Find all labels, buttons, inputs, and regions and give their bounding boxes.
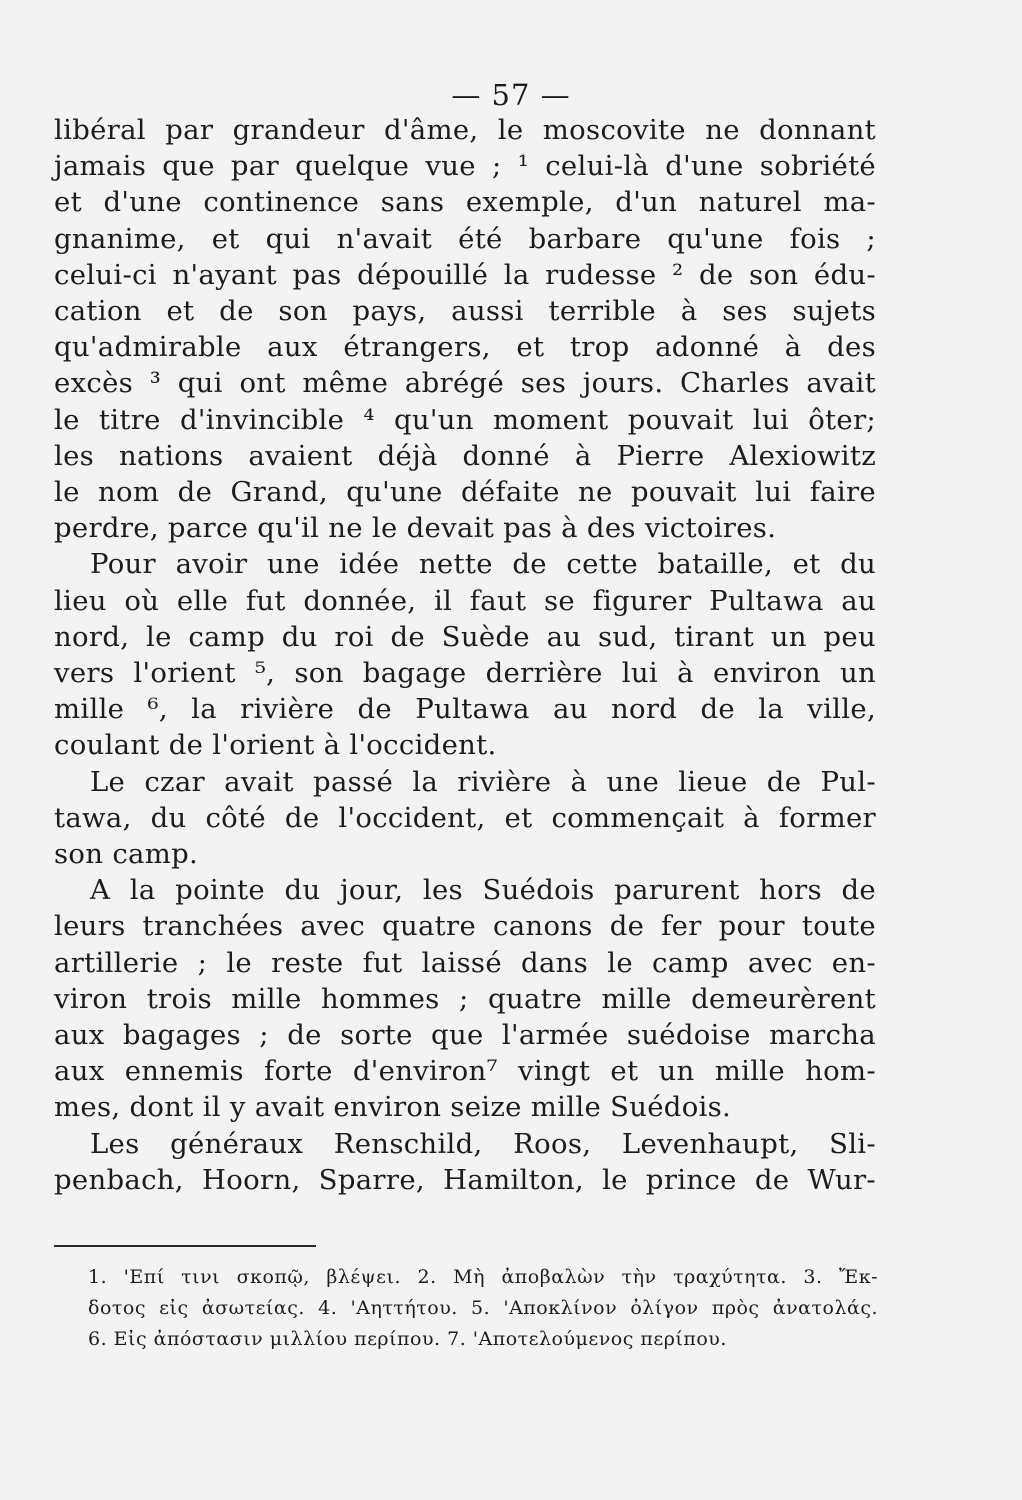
text-line: artillerie ; le reste fut laissé dans le camp avec en-	[54, 946, 876, 979]
footnote-divider	[54, 1245, 316, 1247]
text-line: les nations avaient déjà donné à Pierre Alexiowitz	[54, 439, 876, 472]
text-line: Pour avoir une idée nette de cette bataille, et du	[90, 548, 876, 581]
page-number: — 57 —	[451, 78, 571, 112]
text-line: nord, le camp du roi de Suède au sud, tirant un peu	[54, 620, 876, 653]
text-line: celui-ci n'ayant pas dépouillé la rudesse ² de son édu-	[54, 258, 876, 291]
text-line: aux bagages ; de sorte que l'armée suédoise marcha	[54, 1019, 876, 1052]
text-line: mille ⁶, la rivière de Pultawa au nord de la ville,	[54, 693, 876, 726]
text-line: vers l'orient ⁵, son bagage derrière lui à environ un	[54, 657, 876, 690]
text-line: coulant de l'orient à l'occident.	[54, 729, 497, 762]
text-line: Les généraux Renschild, Roos, Levenhaupt, Sli-	[90, 1127, 876, 1160]
text-line: aux ennemis forte d'environ⁷ vingt et un mille hom-	[54, 1055, 876, 1088]
text-line: viron trois mille hommes ; quatre mille demeurèrent	[54, 982, 876, 1015]
text-line: mes, dont il y avait environ seize mille Suédois.	[54, 1091, 732, 1124]
text-line: son camp.	[54, 838, 199, 871]
footnote-line: δοτος εἰς ἀσωτείας. 4. 'Αηττήτου. 5. 'Αποκλίνον ὀλίγον πρὸς ἀνατολάς.	[88, 1297, 878, 1319]
text-line: jamais que par quelque vue ; ¹ celui-là d'une sobriété	[54, 150, 876, 183]
footnotes	[88, 1262, 878, 1355]
text-line: tawa, du côté de l'occident, et commençait à former	[54, 801, 876, 834]
footnote-line: 6. Εἰς ἀπόστασιν μιλλίου περίπου. 7. 'Αποτελούμενος περίπου.	[88, 1328, 727, 1350]
text-line: excès ³ qui ont même abrégé ses jours. Charles avait	[54, 367, 876, 400]
text-line: le nom de Grand, qu'une défaite ne pouvait lui faire	[54, 476, 876, 509]
text-line: gnanime, et qui n'avait été barbare qu'une fois ;	[54, 222, 876, 255]
text-line: le titre d'invincible ⁴ qu'un moment pouvait lui ôter;	[54, 403, 876, 436]
text-line: qu'admirable aux étrangers, et trop adonné à des	[54, 331, 876, 364]
text-line: leurs tranchées avec quatre canons de fer pour toute	[54, 910, 876, 943]
text-line: libéral par grandeur d'âme, le moscovite ne donnant	[54, 114, 876, 146]
text-line: penbach, Hoorn, Sparre, Hamilton, le prince de Wur-	[54, 1163, 876, 1196]
text-line: perdre, parce qu'il ne le devait pas à des victoires.	[54, 512, 777, 545]
text-line: A la pointe du jour, les Suédois parurent hors de	[90, 874, 876, 907]
footnote-line: 1. 'Επί τινι σκοπῷ, βλέψει. 2. Μὴ ἀποβαλὼν τὴν τραχύτητα. 3. Ἔκ-	[88, 1266, 878, 1288]
text-line: lieu où elle fut donnée, il faut se figurer Pultawa au	[54, 584, 876, 617]
text-line: cation et de son pays, aussi terrible à ses sujets	[54, 295, 876, 328]
text-line: et d'une continence sans exemple, d'un naturel ma-	[54, 186, 876, 219]
body-text	[54, 112, 876, 1198]
text-line: Le czar avait passé la rivière à une lieue de Pul-	[90, 765, 876, 798]
